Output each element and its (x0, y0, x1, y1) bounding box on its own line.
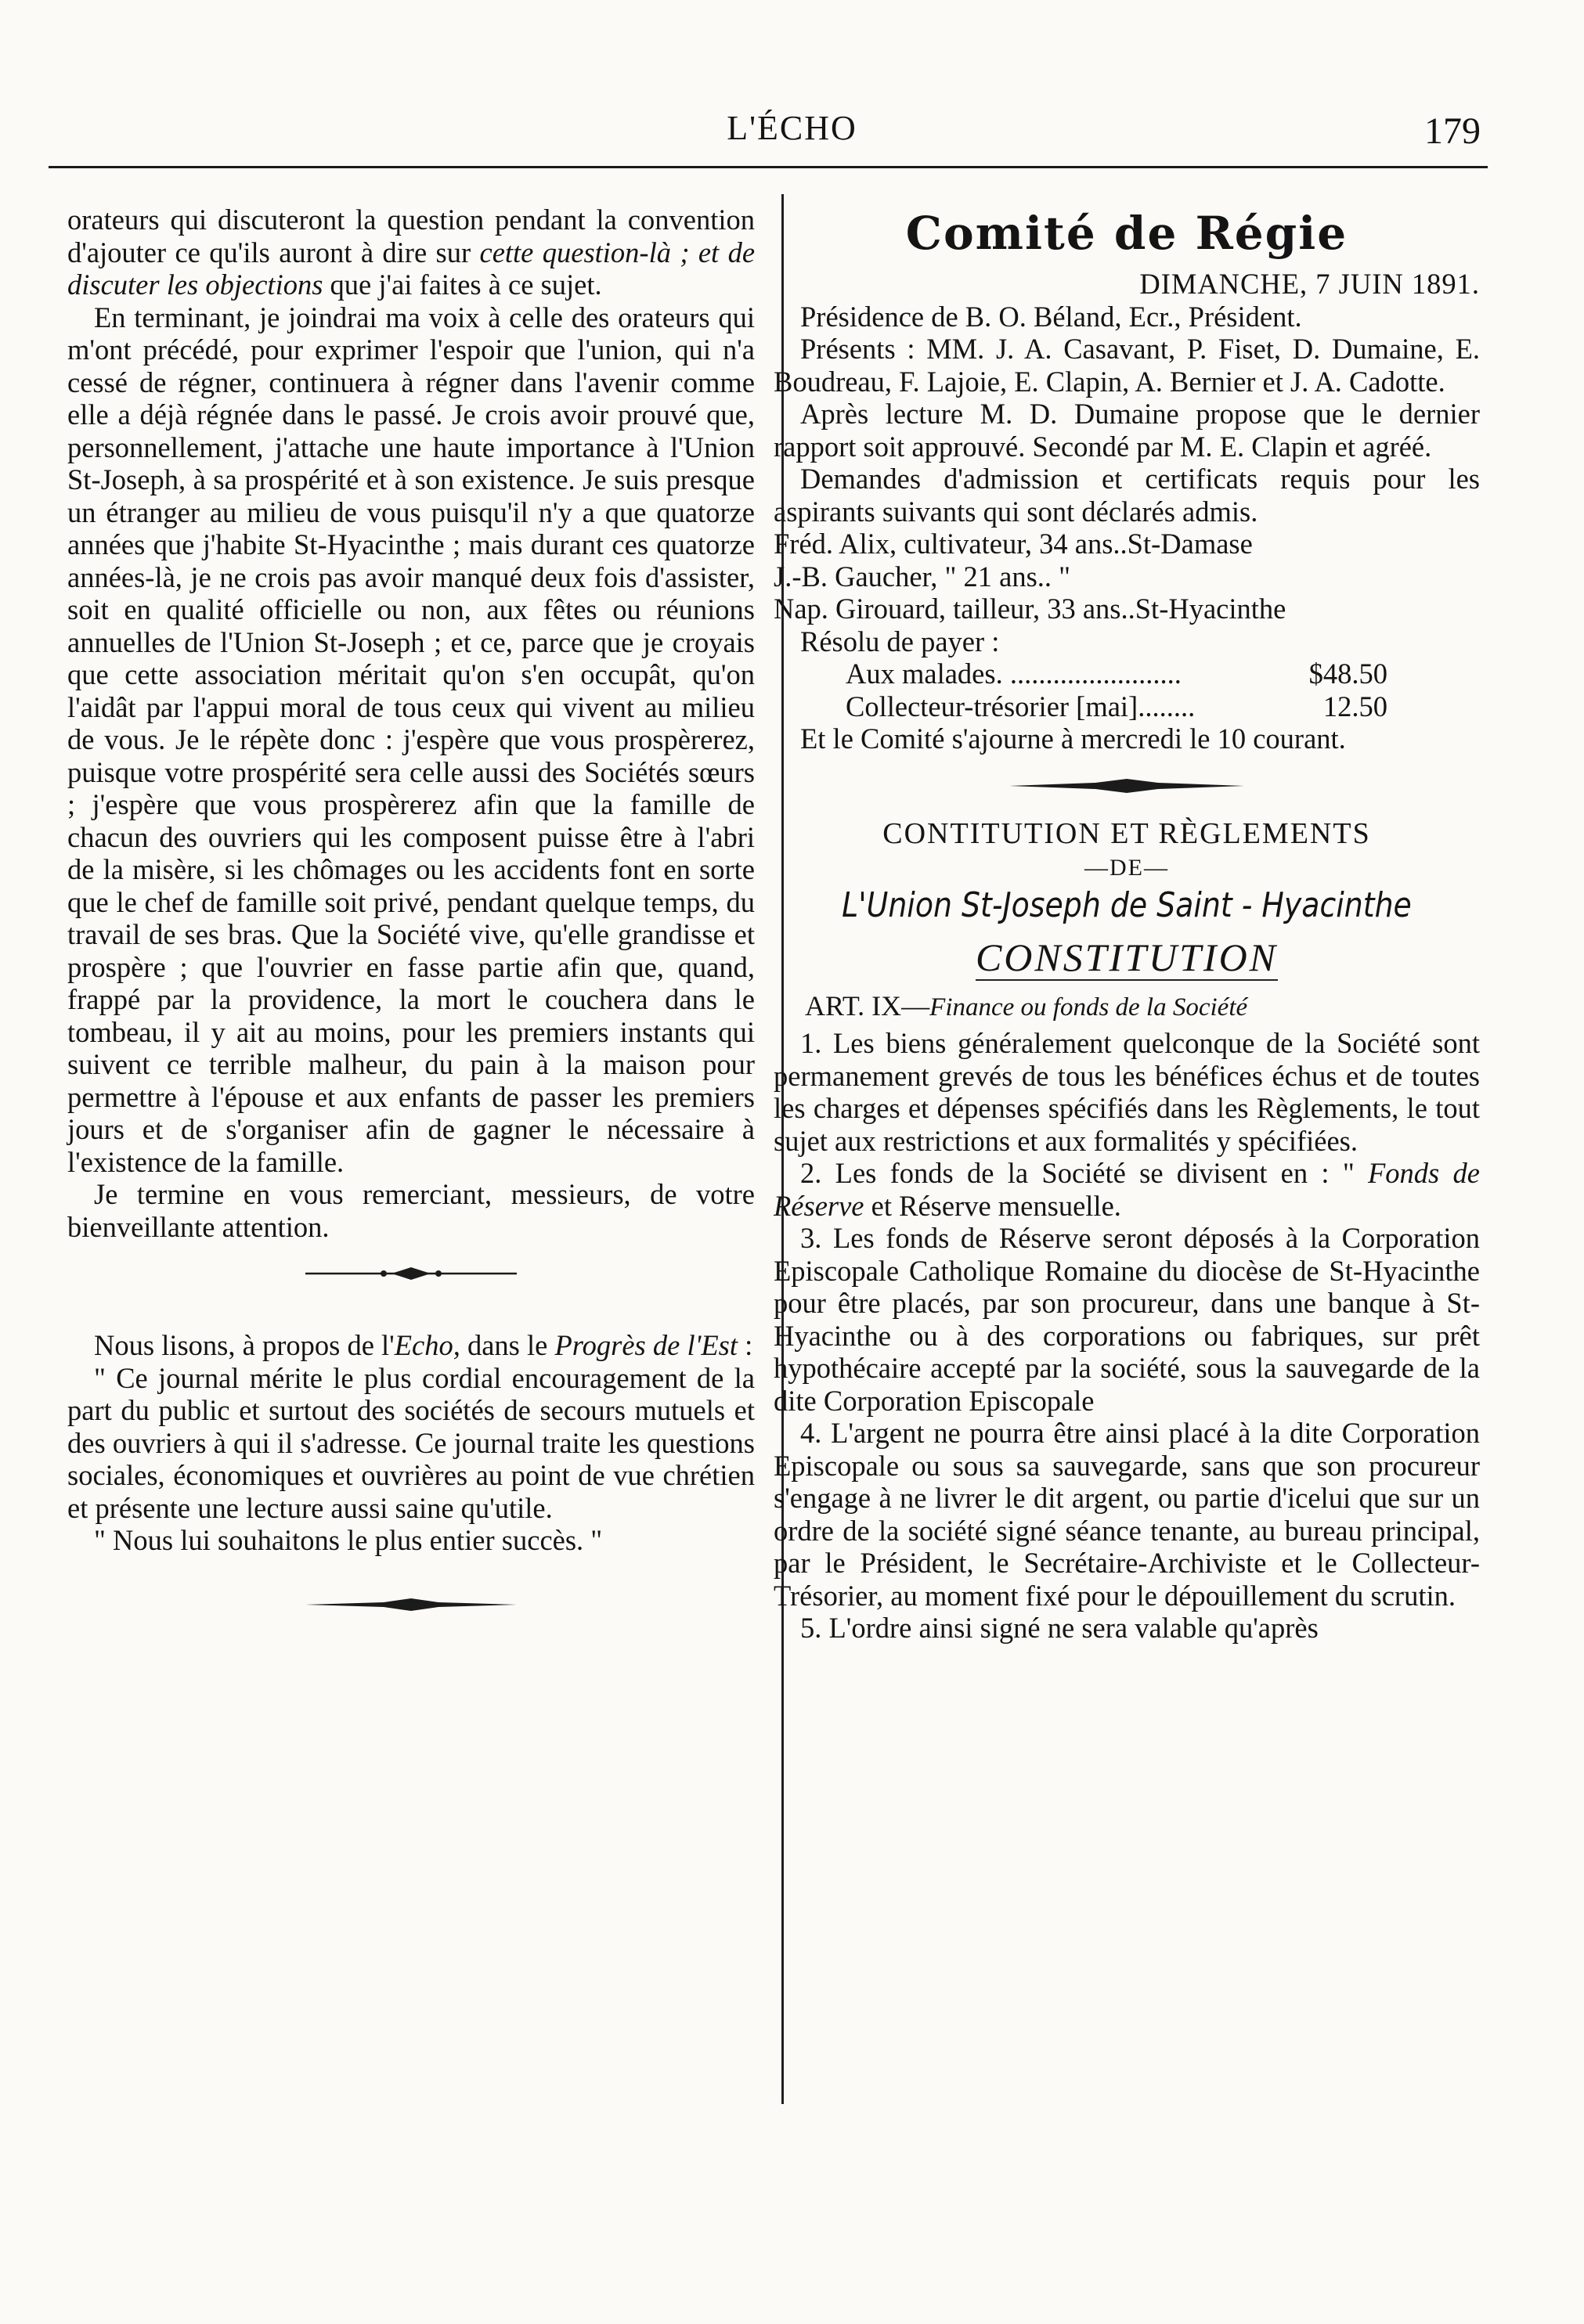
spacer (67, 1307, 755, 1329)
quote-paragraph: " Ce journal mérite le plus cordial encouragement de la part du public et surtout des sociétés de secours mutuels et des ouvriers à qui il s'adresse. Ce journal traite les questions sociales, économiques et ouvrières au point de vue chrétien et présente une lecture aussi saine qu'utile. (67, 1361, 755, 1524)
running-header (0, 108, 1584, 163)
article-paragraph: 1. Les biens généralement quelconque de la Société sont permanement grevés de tous les bénéfices échus et de toutes les charges et dépenses spécifiés dans les Règlements, le tout sujet aux restrictions et aux formalités y spécifiées. (774, 1027, 1480, 1157)
constitution-heading-text: CONSTITUTION (975, 935, 1279, 979)
paragraph: Demandes d'admission et certificats requis pour les aspirants suivants qui sont déclarés admis. (774, 463, 1480, 528)
ornament-divider (67, 1574, 755, 1638)
right-column (774, 204, 1480, 1645)
paragraph: Après lecture M. D. Dumaine propose que le dernier rapport soit approuvé. Secondé par M. E. Clapin et agréé. (774, 398, 1480, 463)
text: : (738, 1329, 753, 1361)
ornament-icon (305, 1265, 517, 1282)
article-label: ART. IX— (805, 989, 930, 1021)
paragraph: Présidence de B. O. Béland, Ecr., Président. (800, 300, 1302, 333)
paragraph: Présents : MM. J. A. Casavant, P. Fiset, D. Dumaine, E. Boudreau, F. Lajoie, E. Clapin, A. Bernier et J. A. Cadotte. (774, 333, 1480, 398)
dateline: DIMANCHE, 7 JUIN 1891. (1139, 268, 1480, 300)
paragraph (67, 1329, 755, 1362)
payment-label: Collecteur-trésorier [mai]........ (846, 690, 1196, 722)
article-paragraph (774, 1157, 1480, 1222)
union-title: L'Union St-Joseph de Saint - Hyacinthe (842, 885, 1412, 925)
quote-paragraph: " Nous lui souhaitons le plus entier succès. " (94, 1524, 603, 1556)
ornament-divider (774, 755, 1480, 810)
page-title: L'ÉCHO (727, 109, 857, 147)
article-paragraph: 4. L'argent ne pourra être ainsi placé à la dite Corporation Episcopale ou sous sa sauvegarde, sans que son procureur s'engage à ne livrer le dit argent, ou partie d'icelui que sur un ordre de la société signé séance tenante, au bureau principal, par le Président, le Secrétaire-Archiviste et le Collecteur-Trésorier, au moment fixé pour le dépouillement du scrutin. (774, 1417, 1480, 1612)
italic-text: Fonds de Réserve (774, 1157, 1481, 1222)
paragraph: Et le Comité s'ajourne à mercredi le 10 courant. (800, 722, 1346, 755)
article-title: Finance ou fonds de la Société (929, 993, 1248, 1021)
italic-text: cette question-là ; et de discuter les objections (67, 236, 756, 301)
paragraph: Je termine en vous remerciant, messieurs, de votre bienveillante attention. (67, 1178, 755, 1243)
italic-text: Echo, (394, 1329, 460, 1361)
member-line: Fréd. Alix, cultivateur, 34 ans..St-Damase (774, 528, 1253, 560)
paragraph: Résolu de payer : (800, 625, 1000, 658)
text: 2. Les fonds de la Société se divisent en : " (800, 1157, 1369, 1189)
ornament-icon (305, 1596, 517, 1613)
left-column (67, 204, 755, 1638)
member-line: Nap. Girouard, tailleur, 33 ans..St-Hyacinthe (774, 593, 1286, 625)
ornament-divider (67, 1243, 755, 1307)
text: dans le (460, 1329, 555, 1361)
section-heading: Comité de Régie (905, 207, 1348, 260)
constitution-de: —DE— (1084, 854, 1169, 881)
article-heading (774, 990, 1480, 1025)
article-paragraph: 3. Les fonds de Réserve seront déposés à la Corporation Episcopale Catholique Romaine du diocèse de St-Hyacinthe pour être placés, par son procureur, dans une banque à St-Hyacinthe ou à des corporations ou fabriques, sur prêt hypothécaire accepté par la société, sous la sauvegarde de la dite Corporation Episcopale (774, 1222, 1480, 1417)
payment-row (774, 658, 1480, 690)
member-line: J.-B. Gaucher, " 21 ans.. " (774, 560, 1071, 593)
payment-value: 12.50 (1322, 690, 1387, 722)
article-paragraph: 5. L'ordre ainsi signé ne sera valable qu'après (800, 1612, 1319, 1644)
header-rule (49, 166, 1488, 168)
text: et Réserve mensuelle. (864, 1189, 1121, 1222)
paragraph: En terminant, je joindrai ma voix à celle des orateurs qui m'ont précédé, pour exprimer l'espoir que l'union, qui n'a cessé de régner, continuera à régner dans l'avenir comme elle a déjà régnée dans le passé. Je crois avoir prouvé que, personnellement, j'attache une haute importance à l'Union St-Joseph, à sa prospérité et à son existence. Je suis presque un étranger au milieu de vous puisqu'il n'y a que quatorze années que j'habite St-Hyacinthe ; mais durant ces quatorze années-là, je ne crois pas avoir manqué deux fois d'assister, soit en qualité officielle ou non, aux fêtes ou réunions annuelles de l'Union St-Joseph ; et ce, parce que je croyais que cette association méritait qu'on s'en occupât, qu'on l'aidât par l'appui moral de tous ceux qui vivent au milieu de vous. Je le répète donc : j'espère que vous prospèrerez, puisque votre prospérité sera celle aussi des Sociétés sœurs ; j'espère que vous prospèrerez afin que la famille de chacun des ouvriers qui les composent puisse être à l'abri de la misère, si les chômages ou les accidents font en sorte que le chef de famille soit privé, pendant quelque temps, du travail de ses bras. Que la Société vive, qu'elle grandisse et prospère ; que l'ouvrier en fasse partie afin que, quand, frappé par la providence, la mort le couchera dans le tombeau, il y ait au moins, pour les premiers instants qui suivent ce terrible malheur, du pain à la maison pour permettre à l'épouse et aux enfants de passer les premiers jours et de s'organiser afin de gagner le nécessaire à l'existence de la famille. (67, 301, 755, 1178)
paragraph (67, 204, 755, 301)
constitution-title: CONTITUTION ET RÈGLEMENTS (882, 816, 1371, 850)
text: Nous lisons, à propos de l' (94, 1329, 395, 1361)
payment-value: $48.50 (1308, 658, 1387, 690)
ornament-icon (1009, 777, 1244, 794)
payment-row (774, 690, 1480, 723)
text: orateurs qui discuteront la question pendant la convention d'ajouter ce qu'ils auront à dire sur (67, 204, 755, 268)
payment-label: Aux malades. ........................ (846, 658, 1182, 690)
constitution-heading (774, 932, 1480, 982)
page-number: 179 (1424, 110, 1481, 152)
text: que j'ai faites à ce sujet. (330, 268, 602, 301)
italic-text: Progrès de l'Est (554, 1329, 738, 1361)
